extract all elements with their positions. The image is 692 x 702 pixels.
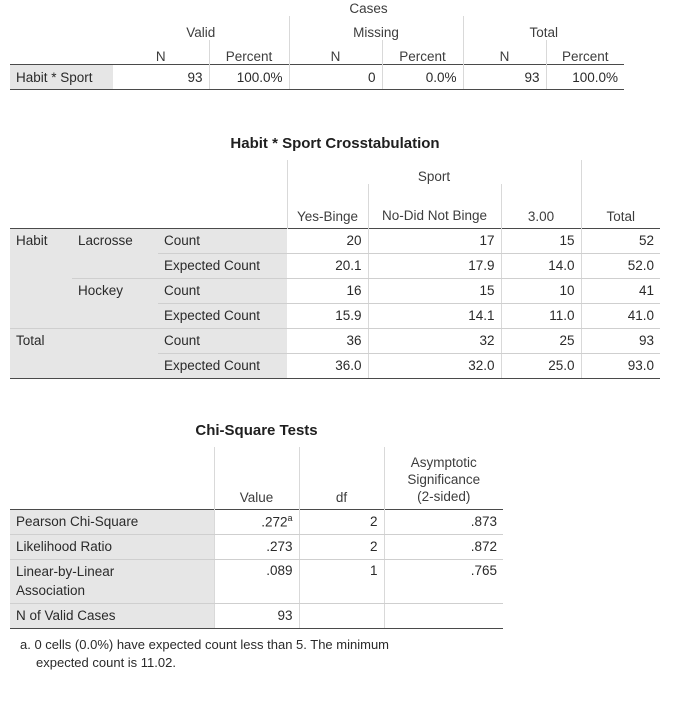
cell: 36 [287,328,368,353]
cell: 41.0 [581,303,660,328]
valid-percent-header: Percent [209,40,289,65]
cell: 36.0 [287,353,368,378]
linear-label [10,559,214,603]
cell [384,603,503,628]
df-header: df [299,447,384,509]
cell: 20.1 [287,253,368,278]
cell: 1 [299,559,384,603]
sig-header-line-3: (2-sided) [417,488,471,504]
cases-header: Cases [349,1,388,16]
expected-count-label: Expected Count [158,303,287,328]
count-label: Count [158,328,287,353]
crosstab-table [10,160,660,379]
cell [299,603,384,628]
expected-count-label: Expected Count [158,253,287,278]
chisq-footnote [20,636,500,672]
cell: 20 [287,228,368,253]
case-processing-summary [10,0,624,90]
col-3-00: 3.00 [501,184,581,228]
habit-label: Habit [10,228,72,253]
cell: 100.0% [546,65,624,90]
value-header: Value [214,447,299,509]
chisq-table [10,447,503,629]
col-total: Total [581,184,660,228]
cell: 32.0 [368,353,501,378]
table-row [10,559,503,603]
footnote-line-1: a. 0 cells (0.0%) have expected count less than 5. The minimum [20,637,390,652]
pearson-label: Pearson Chi-Square [10,509,214,534]
cell: 17.9 [368,253,501,278]
sig-header-line-1: Asymptotic [410,454,477,470]
cell: .273 [214,534,299,559]
col-no-did-not-binge: No-Did Not Binge [368,184,501,228]
total-header: Total [463,16,624,40]
cell: 14.1 [368,303,501,328]
table-row [10,534,503,559]
cell: .765 [384,559,503,603]
cell: .089 [214,559,299,603]
cell: 52 [581,228,660,253]
cell: 15 [501,228,581,253]
crosstab-title: Habit * Sport Crosstabulation [230,135,440,152]
likelihood-label: Likelihood Ratio [10,534,214,559]
sport-header: Sport [287,160,581,184]
table-row [10,228,660,253]
valid-n-header: N [155,49,166,64]
table-row [10,509,503,534]
table-row [10,278,660,303]
sig-header-line-2: Significance [407,471,481,487]
table-row [10,353,660,378]
cell: 93 [214,603,299,628]
table-row [10,65,624,90]
cell: 0 [289,65,382,90]
footnote-line-2: expected count is 11.02. [36,655,176,670]
cell: .872 [384,534,503,559]
total-percent-header: Percent [546,40,624,65]
cell: 15.9 [287,303,368,328]
valid-header: Valid [186,25,216,40]
cell: 93 [581,328,660,353]
table-row [10,328,660,353]
count-label: Count [158,228,287,253]
col-yes-binge: Yes-Binge [287,184,368,228]
total-row-label: Total [10,328,72,353]
n-valid-label: N of Valid Cases [10,603,214,628]
table-row [10,253,660,278]
expected-count-label: Expected Count [158,353,287,378]
cell: 93.0 [581,353,660,378]
cell: 11.0 [501,303,581,328]
cell: 93 [463,65,546,90]
linear-label-line-1: Linear-by-Linear [16,563,115,579]
cell: 10 [501,278,581,303]
cell: 25 [501,328,581,353]
chisq-title: Chi-Square Tests [195,422,318,439]
cell: 0.0% [382,65,463,90]
cell: 2 [299,509,384,534]
cell: 2 [299,534,384,559]
sig-header [384,447,503,509]
total-n-header: N [463,40,546,65]
cell: 100.0% [209,65,289,90]
cell: 16 [287,278,368,303]
lacrosse-label: Lacrosse [72,228,158,253]
table-row [10,603,503,628]
cell: 14.0 [501,253,581,278]
missing-percent-header: Percent [382,40,463,65]
cell: 52.0 [581,253,660,278]
cell [214,509,299,534]
row-label: Habit * Sport [10,65,113,90]
cell: 32 [368,328,501,353]
table-row [10,303,660,328]
cell: 25.0 [501,353,581,378]
linear-label-line-2: Association [16,582,86,598]
cell: 15 [368,278,501,303]
cell: 17 [368,228,501,253]
missing-header: Missing [289,16,463,40]
hockey-label: Hockey [72,278,158,303]
cell: 93 [113,65,209,90]
cell: .873 [384,509,503,534]
missing-n-header: N [289,40,382,65]
value: .272 [261,514,288,530]
count-label: Count [158,278,287,303]
cell: 41 [581,278,660,303]
footnote-marker: a [287,513,293,524]
